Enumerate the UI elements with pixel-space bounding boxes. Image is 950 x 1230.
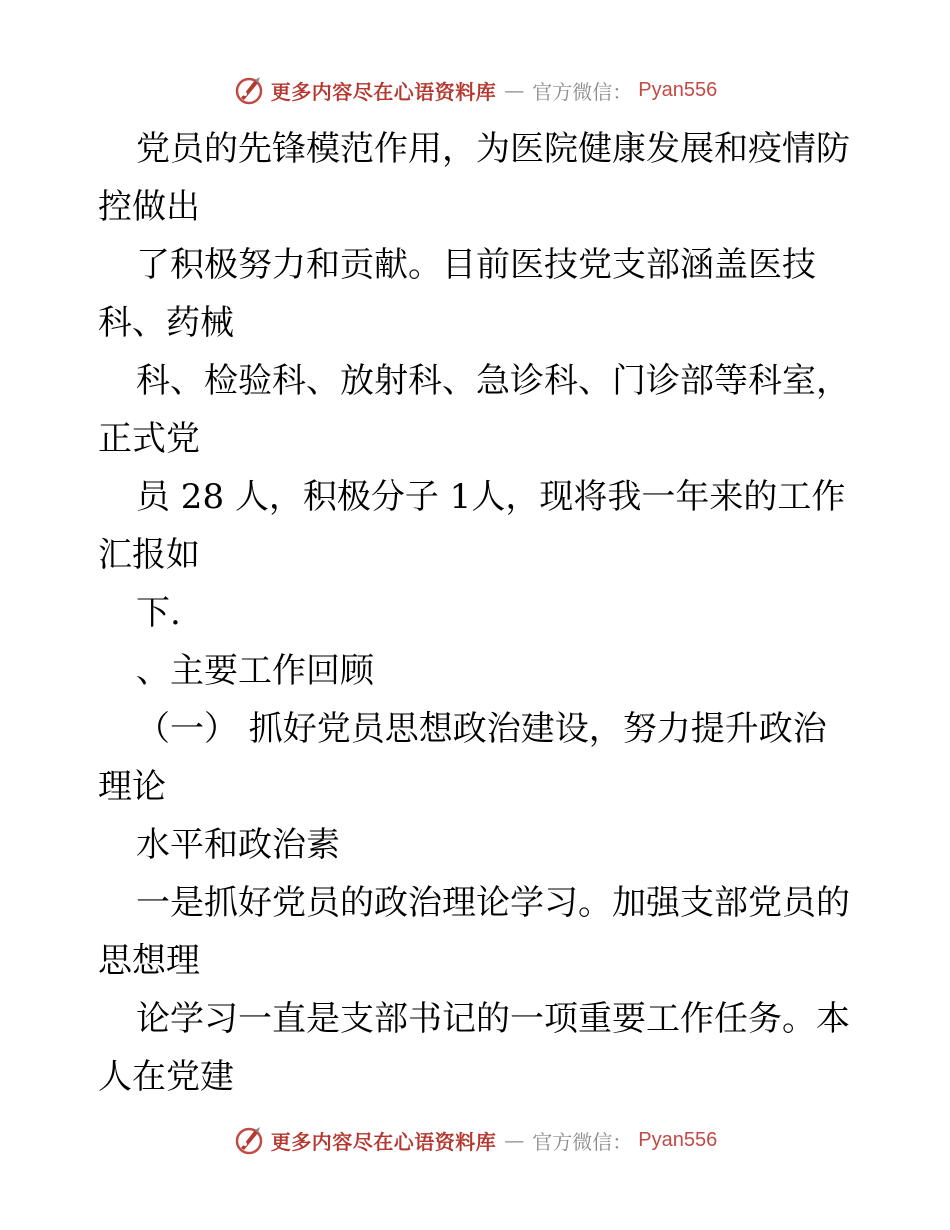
red-quill-logo-icon xyxy=(233,1124,265,1156)
body-line-12: 理论 xyxy=(98,767,166,807)
document-body xyxy=(98,120,858,1106)
body-line-4: 科、药械 xyxy=(98,303,234,343)
section-heading: 、主要工作回顾 xyxy=(136,651,374,691)
header-banner-wechat-id: Pyan556 xyxy=(638,78,718,101)
header-banner xyxy=(0,70,950,110)
body-line-6: 正式党 xyxy=(98,419,200,459)
footer-banner-wechat-id: Pyan556 xyxy=(638,1128,718,1151)
header-banner-title: 更多内容尽在心语资料库 xyxy=(270,79,497,104)
red-quill-logo-icon xyxy=(233,74,265,106)
body-line-16: 论学习一直是支部书记的一项重要工作任务。本 xyxy=(136,999,850,1039)
header-banner-inner xyxy=(233,74,717,106)
body-line-15: 思想理 xyxy=(98,941,200,981)
footer-banner xyxy=(0,1120,950,1160)
body-line-7: 员 28 人，积极分子 1人，现将我一年来的工作 xyxy=(136,477,846,517)
body-line-5: 科、检验科、放射科、急诊科、门诊部等科室， xyxy=(136,361,850,401)
header-banner-dash: — xyxy=(504,78,525,102)
footer-banner-dash: — xyxy=(504,1128,525,1152)
footer-banner-inner xyxy=(233,1124,717,1156)
footer-banner-title: 更多内容尽在心语资料库 xyxy=(270,1129,497,1154)
body-line-2: 控做出 xyxy=(98,187,200,227)
footer-banner-label: 官方微信： xyxy=(532,1129,633,1154)
header-banner-label: 官方微信： xyxy=(532,79,633,104)
subsection-heading: （一） 抓好党员思想政治建设，努力提升政治 xyxy=(136,709,827,749)
body-line-1: 党员的先锋模范作用，为医院健康发展和疫情防 xyxy=(136,129,850,169)
body-line-8: 汇报如 xyxy=(98,535,200,575)
body-line-13: 水平和政治素 xyxy=(136,825,340,865)
body-line-17: 人在党建 xyxy=(98,1057,234,1097)
body-line-9: 下. xyxy=(136,593,181,633)
body-line-14: 一是抓好党员的政治理论学习。加强支部党员的 xyxy=(136,883,850,923)
body-line-3: 了积极努力和贡献。目前医技党支部涵盖医技 xyxy=(136,245,816,285)
